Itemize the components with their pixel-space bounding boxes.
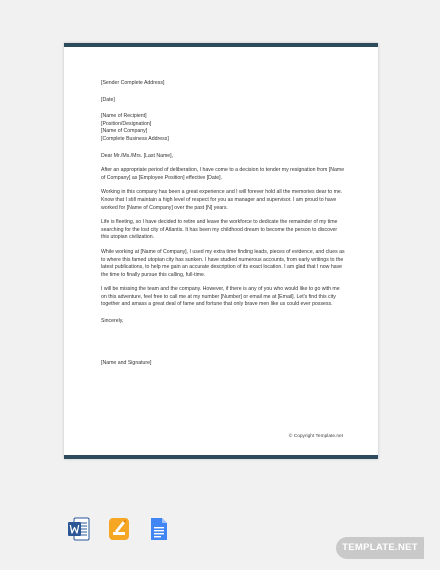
copyright-notice: © Copyright Template.net xyxy=(288,434,343,439)
app-icon-row xyxy=(68,516,170,542)
top-accent-bar xyxy=(64,43,378,47)
recipient-company: [Name of Company] xyxy=(101,128,148,135)
letter-document xyxy=(64,43,378,459)
google-docs-icon[interactable] xyxy=(148,516,170,542)
bottom-accent-bar xyxy=(64,455,378,459)
letter-date: [Date] xyxy=(101,96,115,103)
paragraph: While working at [Name of Company], I used my extra time finding leads, pieces of evidence, and clues as to where this famed utopian city has sunken. I have studied numerous accounts, from early writings to the latest publications, to help me gain an accurate description of its exact location. I am glad that I now have the time to finally pursue this calling, full-time. xyxy=(101,248,345,278)
template-net-badge[interactable]: TEMPLATE.NET xyxy=(336,537,424,559)
recipient-name: [Name of Recipient] xyxy=(101,113,147,120)
closing: Sincerely, xyxy=(101,318,124,325)
recipient-address: [Complete Business Address] xyxy=(101,135,169,142)
pages-icon[interactable] xyxy=(108,516,130,542)
paragraph: Working in this company has been a great experience and I will forever hold all the memories dear to me. Know that I still maintain a high level of respect for you as manager and supervisor. I am proud to have worked for [Name of Company] over the past [N] years. xyxy=(101,189,343,211)
paragraph: Life is fleeting, so I have decided to retire and leave the workforce to dedicate the remainder of my time searching for the lost city of Atlantis. It has been my childhood dream to become the person to discover this utopian civilization. xyxy=(101,219,338,241)
paragraph: I will be missing the team and the company. However, if there is any of you who would like to go with me on this adventure, feel free to call me at my number [Number] or email me at [Email]. Let's find this city together and amass a great deal of fame and fortune that only brave men like us could ever possess. xyxy=(101,286,340,308)
word-icon[interactable] xyxy=(68,516,90,542)
paragraph: After an appropriate period of deliberation, I have come to a decision to tender my resignation from [Name of Company] as [Employee Position] effective [Date]. xyxy=(101,167,345,181)
letter-body xyxy=(101,80,345,367)
sender-address: [Sender Complete Address] xyxy=(101,80,165,86)
recipient-block xyxy=(101,113,345,143)
signature-line: [Name and Signature] xyxy=(101,359,152,366)
recipient-position: [Position/Designation] xyxy=(101,120,152,127)
salutation: Dear Mr./Ms./Mrs. [Last Name], xyxy=(101,152,174,159)
